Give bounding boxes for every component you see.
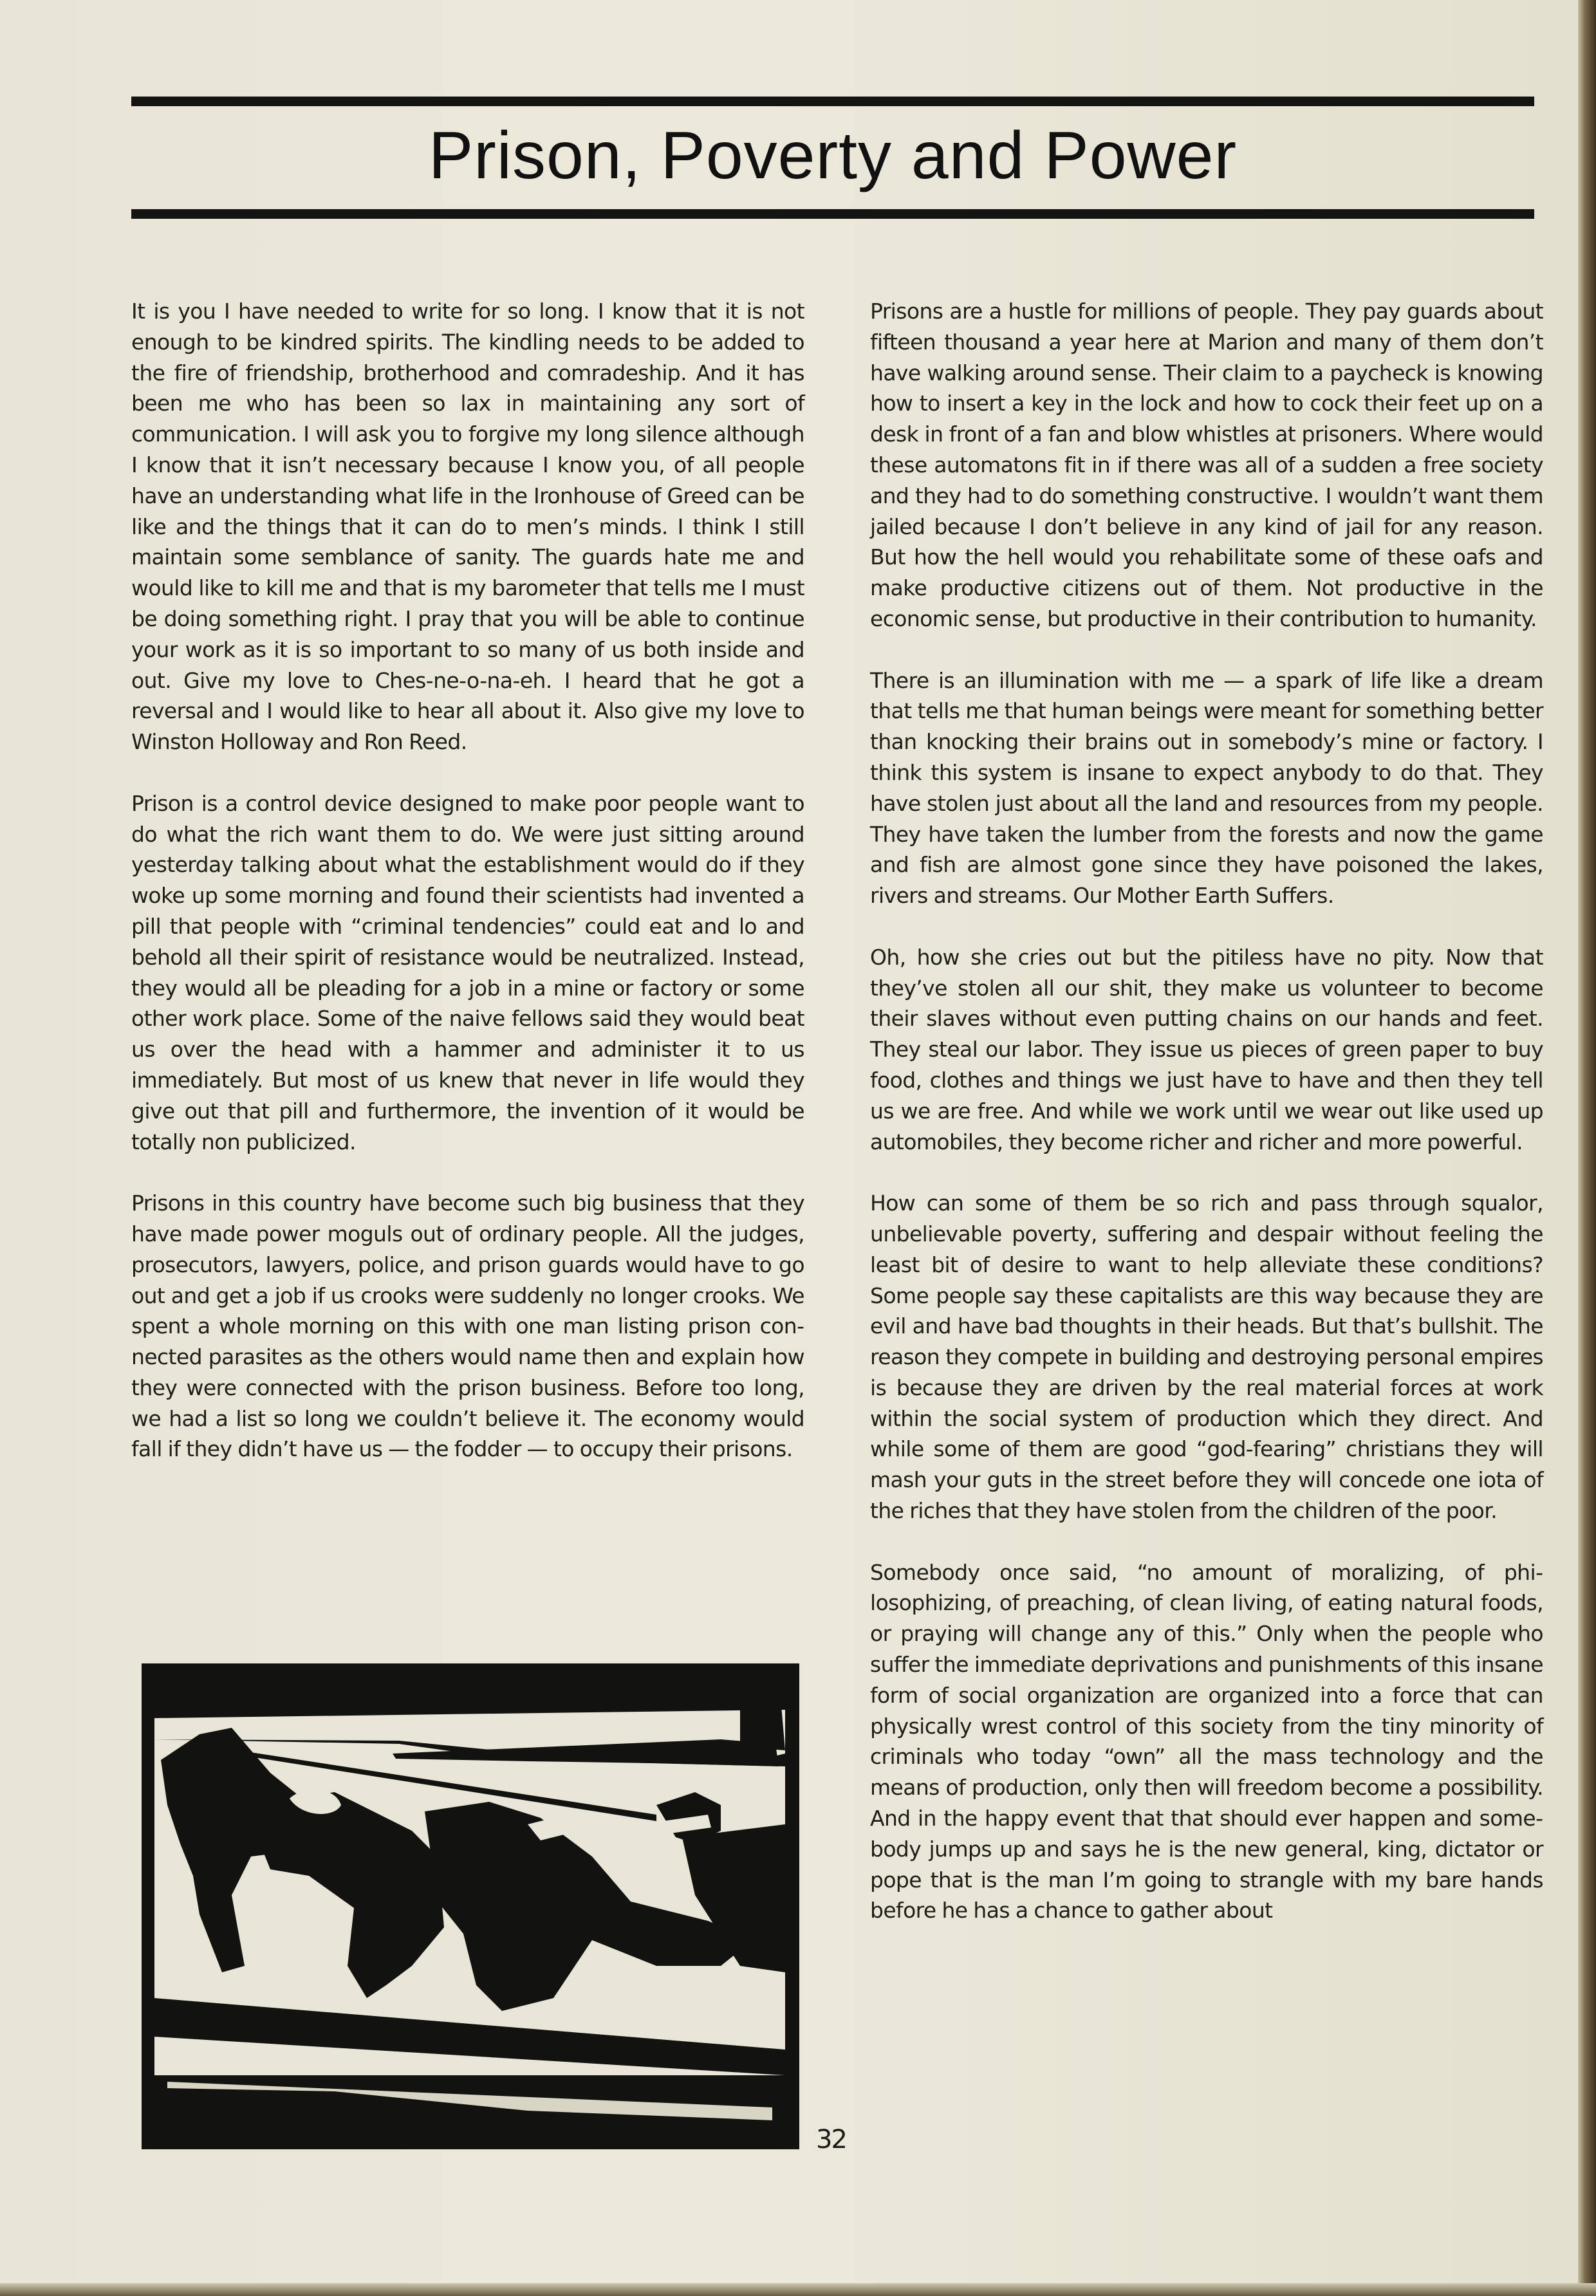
paragraph: Somebody once said, “no amount of moralizing, of philosophizing, of preaching, of clean living, of eating natural foods, or praying will change any of this.” Only when the people who suffer the immediate deprivations and punishments of this insane form of social organization are organized into a force that can physically wrest control of this society from the tiny minority of criminals who today “own” all the mass technology and the means of production, only then will freedom become a possibility. And in the happy event that that should ever happen and somebody jumps up and says he is the new general, king, dictator or pope that is the man I’m going to strangle with my bare hands before he has a chance to gather about <box>870 1559 1543 1923</box>
page-binding-edge <box>1578 0 1596 2296</box>
title-rule-bottom <box>131 209 1534 219</box>
paragraph: It is you I have needed to write for so long. I know that it is not enough to be kindred spirits. The kindling needs to be added to the fire of friendship, brotherhood and comradeship. And it has been me who has been so lax in maintaining any sort of communication. I will ask you to forgive my long silence although I know that it isn’t necessary because I know you, of all people have an understanding what life in the Ironhouse of Greed can be like and the things that it can do to men’s minds. I think I still maintain some semblance of sanity. The guards hate me and would like to kill me and that is my barometer that tells me I must be doing something right. I pray that you will be able to continue your work as it is so important to so many of us both inside and out. Give my love to Ches-ne-o-na-eh. I heard that he got a reversal and I would like to hear all about it. Also give my love to Winston Holloway and Ron Reed. <box>131 299 804 755</box>
title-rule-top <box>131 97 1534 106</box>
left-column <box>131 296 804 1495</box>
paragraph: Oh, how she cries out but the pitiless have no pity. Now that they’ve stolen all our shit, they make us volunteer to become their slaves without even putting chains on our hands and feet. They steal our labor. They issue us pieces of green paper to buy food, clothes and things we just have to have and then they tell us we are free. And while we work until we wear out like used up automobiles, they become richer and richer and more powerful. <box>870 944 1543 1154</box>
right-column <box>870 296 1543 1957</box>
laborers-woodcut-image <box>142 1663 799 2149</box>
paragraph: There is an illumination with me — a spark of life like a dream that tells me that human beings were meant for something better than knocking their brains out in somebody’s mine or factory. I think this system is insane to expect anybody to do that. They have stolen just about all the land and resources from my people. They have taken the lumber from the forests and now the game and fish are almost gone since they have poisoned the lakes, rivers and streams. Our Mother Earth Suffers. <box>870 667 1543 909</box>
paragraph: How can some of them be so rich and pass through squalor, unbelievable poverty, suffering and despair without feeling the least bit of desire to want to help alleviate these conditions? Some people say these capitalists are this way because they are evil and have bad thoughts in their heads. But that’s bullshit. The reason they compete in building and destroying personal empires is because they are driven by the real material forces at work within the social system of production which they direct. And while some of them are good “god-fearing” christians they will mash your guts in the street before they will concede one iota of the riches that they have stolen from the children of the poor. <box>870 1190 1543 1524</box>
page-number: 32 <box>816 2125 846 2154</box>
woodcut-illustration <box>142 1663 799 2149</box>
page-bottom-edge <box>0 2283 1596 2296</box>
article-title: Prison, Poverty and Power <box>428 118 1238 193</box>
paragraph: Prisons in this country have become such big business that they have made power moguls out of ordinary people. All the judges, prosecutors, lawyers, police, and prison guards would have to go out and get a job if us crooks were suddenly no longer crooks. We spent a whole morning on this with one man listing prison connected parasites as the others would name then and explain how they were connected with the prison business. Before too long, we had a list so long we couldn’t believe it. The economy would fall if they didn’t have us — the fodder — to occupy their prisons. <box>131 1190 804 1462</box>
paragraph: Prison is a control device designed to make poor people want to do what the rich want them to do. We were just sitting around yesterday talking about what the establishment would do if they woke up some morning and found their scientists had invented a pill that people with “criminal tendencies” could eat and lo and behold all their spirit of resistance would be neutralized. Instead, they would all be pleading for a job in a mine or factory or some other work place. Some of the naive fellows said they would beat us over the head with a hammer and administer it to us immediately. But most of us knew that never in life would they give out that pill and furthermore, the invention of it would be totally non publicized. <box>131 790 804 1154</box>
paragraph: Prisons are a hustle for millions of people. They pay guards about fifteen thousand a year here at Marion and many of them don’t have walking around sense. Their claim to a paycheck is knowing how to insert a key in the lock and how to cock their feet up on a desk in front of a fan and blow whistles at prisoners. Where would these automatons fit in if there was all of a sudden a free society and they had to do something constructive. I wouldn’t want them jailed because I don’t believe in any kind of jail for any reason. But how the hell would you rehabilitate some of these oafs and make productive citizens out of them. Not productive in the economic sense, but productive in their contribution to humanity. <box>870 299 1543 631</box>
